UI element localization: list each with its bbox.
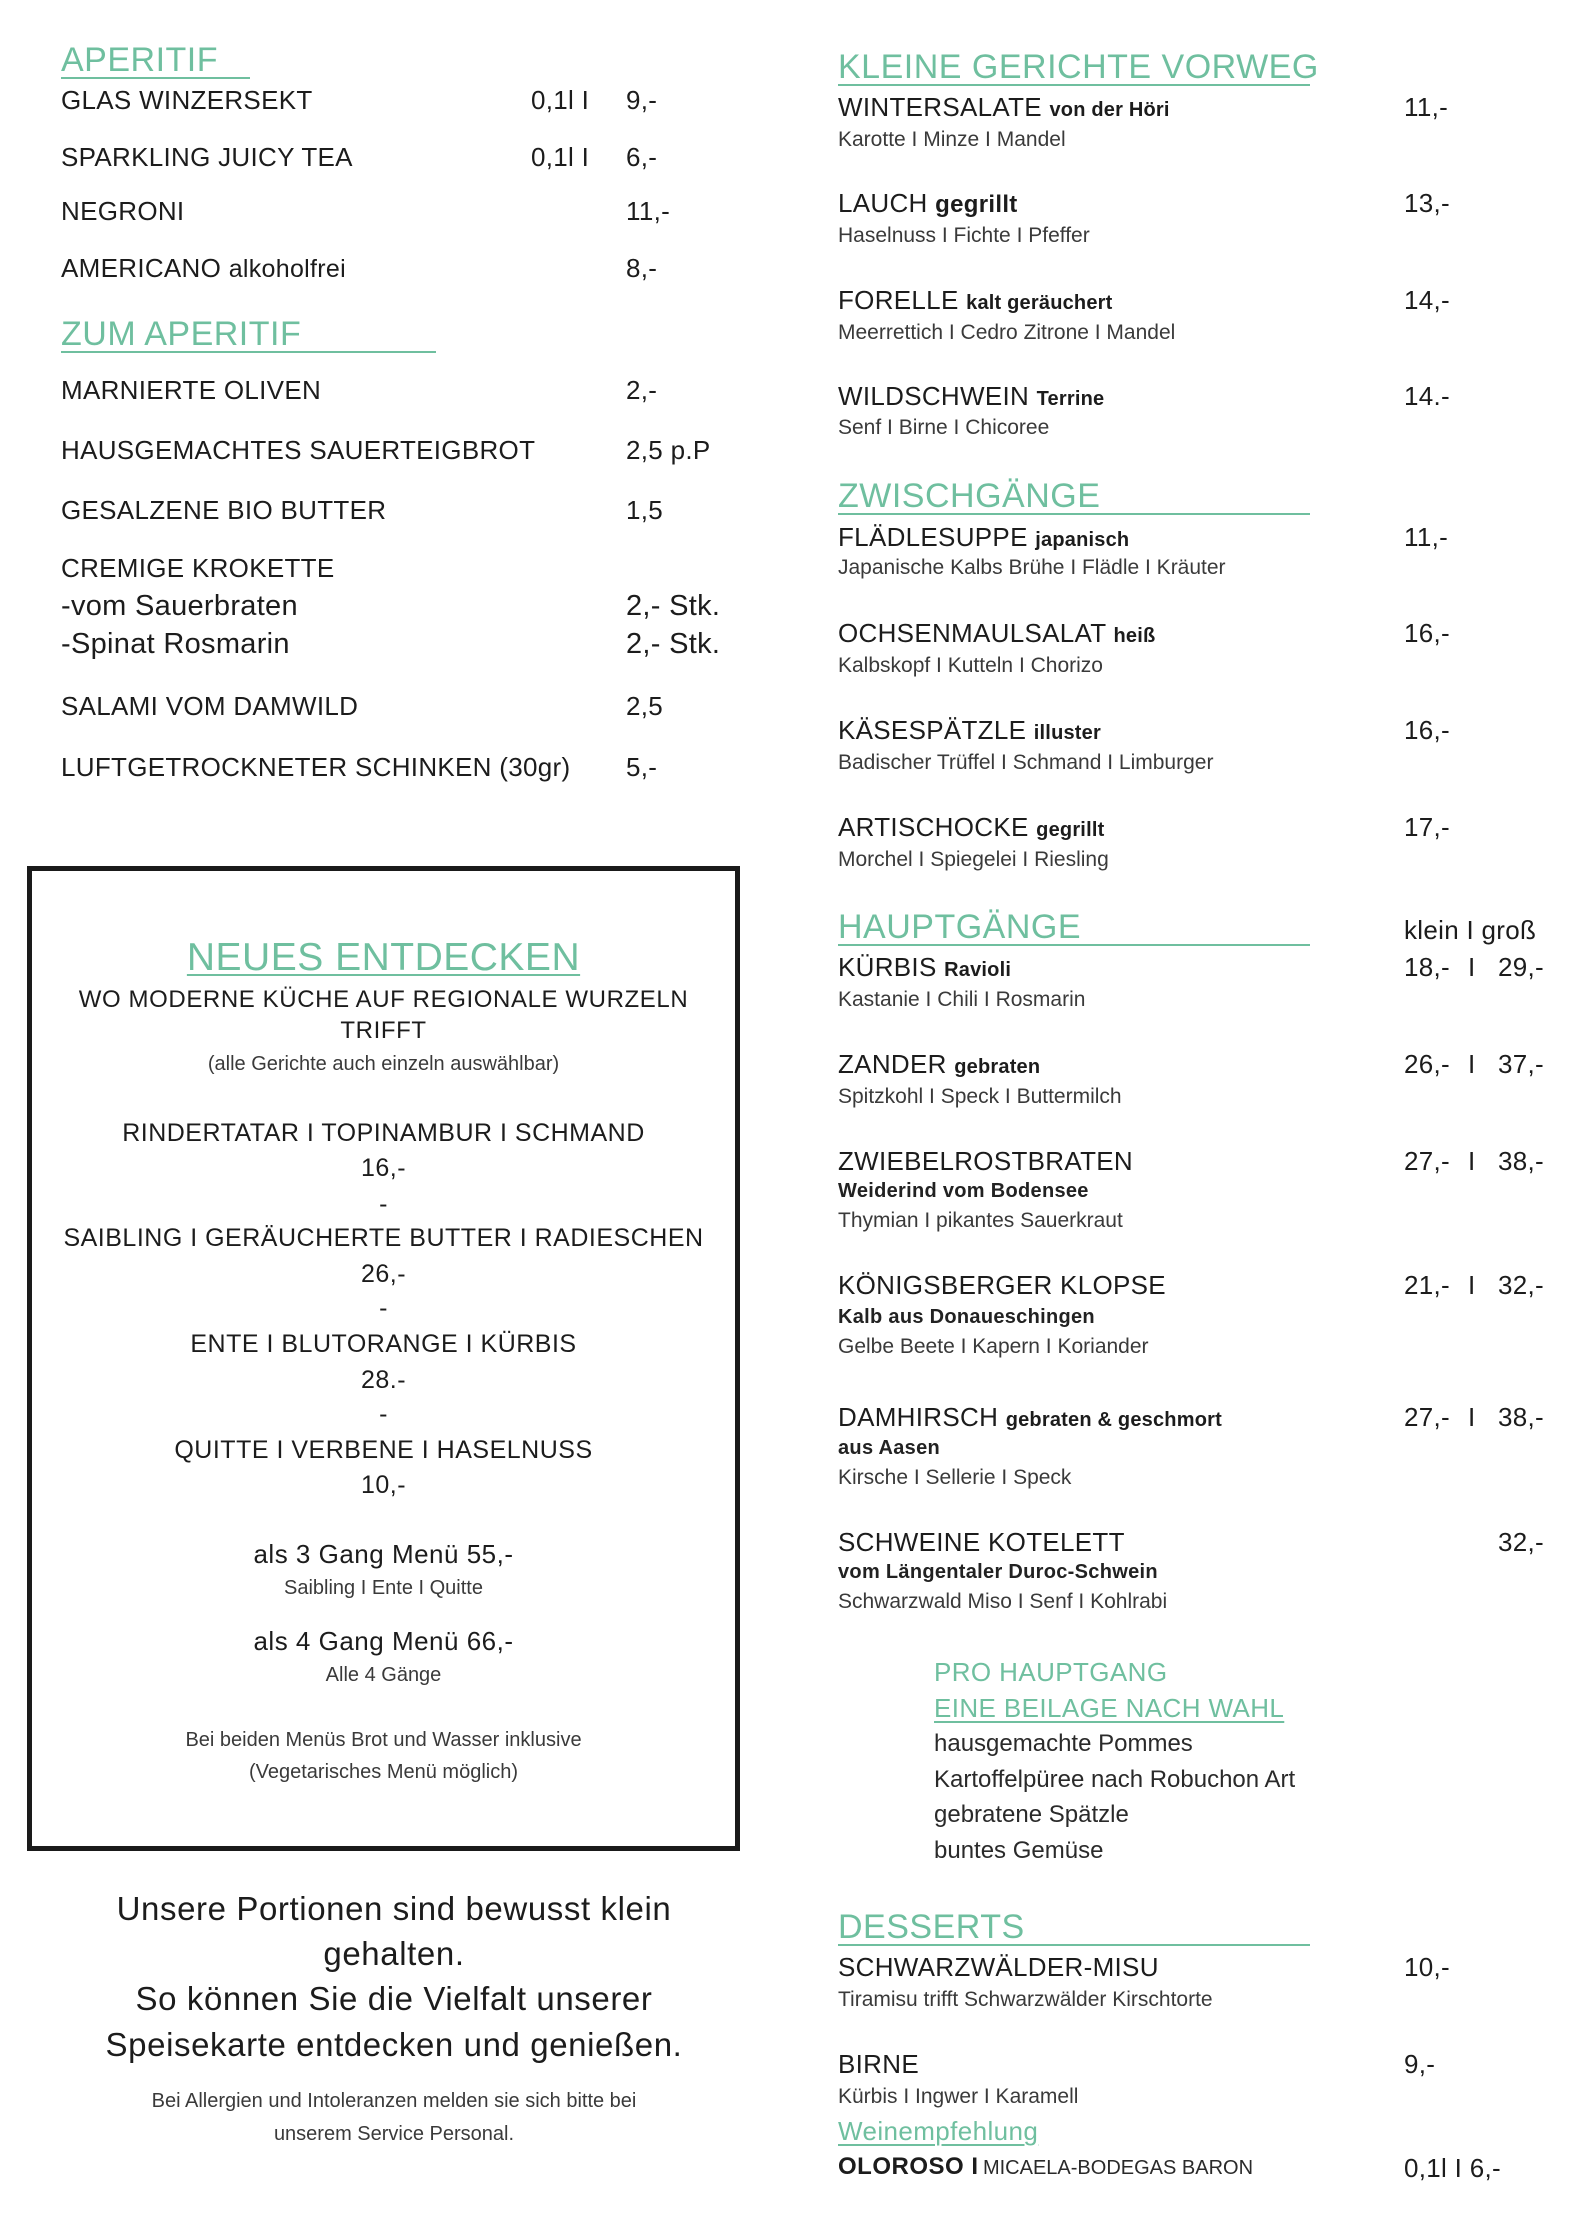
menu-item — [0, 495, 1571, 525]
item-name: WINTERSALATE — [838, 92, 1042, 122]
item-description-row — [0, 1465, 1571, 1491]
item-name-group — [61, 253, 346, 284]
item-price: 13,- — [1404, 188, 1451, 218]
side-dish-option: buntes Gemüse — [934, 1837, 1104, 1864]
item-description: Schwarzwald Miso I Senf I Kohlrabi — [838, 1590, 1168, 1613]
item-origin: Kalb aus Donaueschingen — [838, 1306, 1095, 1328]
wine-name: OLOROSO I — [838, 2153, 979, 2180]
item-price: 14.- — [1404, 381, 1451, 411]
item-description: Thymian I pikantes Sauerkraut — [838, 1209, 1123, 1232]
item-qualifier: gebraten & geschmort — [1005, 1409, 1222, 1431]
item-description: Kirsche I Sellerie I Speck — [838, 1466, 1072, 1489]
course-separator: - — [379, 1190, 388, 1218]
item-description-row — [0, 555, 1571, 581]
side-dish-title: PRO HAUPTGANG — [934, 1657, 1168, 1687]
item-qualifier: Ravioli — [944, 959, 1012, 981]
item-description: Spitzkohl I Speck I Buttermilch — [838, 1085, 1122, 1108]
item-origin-row — [0, 1559, 1571, 1585]
menu-item — [0, 253, 1571, 283]
item-origin-row — [0, 1178, 1571, 1204]
item-description-row — [0, 1589, 1571, 1615]
price-separator: I — [1468, 1146, 1476, 1176]
item-name: KÄSESPÄTZLE — [838, 715, 1027, 745]
menu-option-detail: Saibling I Ente I Quitte — [283, 1577, 483, 1599]
course-name: ENTE I BLUTORANGE I KÜRBIS — [190, 1330, 577, 1358]
item-description-row — [0, 2084, 1571, 2110]
item-origin: vom Längentaler Duroc-Schwein — [838, 1561, 1158, 1583]
price-separator: I — [1468, 952, 1476, 982]
item-price: 14,- — [1404, 285, 1451, 315]
item-price-large: 38,- — [1498, 1402, 1545, 1432]
item-qualifier: gegrillt — [935, 191, 1018, 218]
portion-note-line: So können Sie die Vielfalt unserer — [135, 1980, 653, 2017]
item-price: 1,5 — [626, 495, 664, 525]
item-description: Badischer Trüffel I Schmand I Limburger — [838, 751, 1214, 774]
item-price: 32,- — [1498, 1527, 1545, 1557]
course-price: 28.- — [360, 1366, 407, 1394]
item-description: Haselnuss I Fichte I Pfeffer — [838, 224, 1090, 247]
course-name: SAIBLING I GERÄUCHERTE BUTTER I RADIESCHEN — [63, 1224, 704, 1252]
item-price: 2,5 p.P — [626, 435, 711, 465]
item-price-small: 21,- — [1404, 1270, 1451, 1300]
item-price: 10,- — [1404, 1952, 1451, 1982]
item-price: 5,- — [626, 752, 658, 782]
menu-option-detail: Alle 4 Gänge — [325, 1664, 442, 1686]
item-description-row — [0, 415, 1571, 441]
item-description-row — [0, 1208, 1571, 1234]
item-name: LUFTGETROCKNETER SCHINKEN (30gr) — [61, 752, 571, 782]
side-dish-option: hausgemachte Pommes — [934, 1730, 1193, 1757]
item-name: WILDSCHWEIN — [838, 381, 1030, 411]
item-qualifier: heiß — [1113, 625, 1156, 647]
wine-recommendation — [0, 2153, 1571, 2183]
item-name: BIRNE — [838, 2049, 919, 2079]
course-price: 10,- — [360, 1471, 407, 1499]
item-name-group — [838, 1402, 1222, 1435]
course-price: 16,- — [360, 1154, 407, 1182]
size-header-row — [0, 915, 1571, 945]
menu-item — [0, 618, 1571, 648]
item-description: Senf I Birne I Chicoree — [838, 416, 1050, 439]
course-separator: - — [379, 1294, 388, 1322]
course-name: QUITTE I VERBENE I HASELNUSS — [174, 1436, 593, 1464]
course-price: 26,- — [360, 1260, 407, 1288]
item-qualifier: kalt geräuchert — [966, 292, 1113, 314]
tasting-menu-footer: (Vegetarisches Menü möglich) — [248, 1761, 518, 1783]
item-name: HAUSGEMACHTES SAUERTEIGBROT — [61, 435, 536, 465]
side-dish-option: gebratene Spätzle — [934, 1801, 1129, 1828]
menu-option-label: als 4 Gang Menü 66,- — [253, 1626, 514, 1656]
item-name: CREMIGE KROKETTE — [61, 553, 335, 583]
menu-item — [0, 1270, 1571, 1300]
item-name: ZWIEBELROSTBRATEN — [838, 1146, 1133, 1176]
item-price-small: 27,- — [1404, 1146, 1451, 1176]
item-price: 17,- — [1404, 812, 1451, 842]
portion-note-line: gehalten. — [323, 1935, 465, 1972]
item-name: SCHWARZWÄLDER-MISU — [838, 1952, 1159, 1982]
item-description-row — [0, 653, 1571, 679]
item-qualifier: japanisch — [1035, 529, 1130, 551]
wine-producer: MICAELA-BODEGAS BARON — [982, 2157, 1254, 2179]
item-qualifier: Terrine — [1036, 388, 1105, 410]
menu-item — [0, 1402, 1571, 1432]
variant-price: 2,- Stk. — [626, 590, 721, 622]
item-name-group — [838, 92, 1170, 125]
tasting-menu-footer: Bei beiden Menüs Brot und Wasser inklusive — [185, 1729, 582, 1751]
course-name: RINDERTATAR I TOPINAMBUR I SCHMAND — [122, 1119, 645, 1147]
item-name: AMERICANO — [61, 253, 222, 283]
item-name: FORELLE — [838, 285, 959, 315]
item-price-small: 27,- — [1404, 1402, 1451, 1432]
variant-name: -vom Sauerbraten — [61, 590, 298, 622]
menu-item — [0, 285, 1571, 315]
variant-name: -Spinat Rosmarin — [61, 628, 290, 660]
tasting-menu-subtitle: WO MODERNE KÜCHE AUF REGIONALE WURZELN — [78, 986, 689, 1013]
item-name: LAUCH — [838, 188, 928, 218]
item-description: Kastanie I Chili I Rosmarin — [838, 988, 1086, 1011]
section-title-zwischgaenge: ZWISCHGÄNGE — [838, 479, 1310, 515]
item-name-group — [838, 952, 1011, 985]
item-name: SPARKLING JUICY TEA — [61, 142, 353, 172]
menu-item — [0, 1952, 1571, 1982]
item-price-small: 18,- — [1404, 952, 1451, 982]
item-description: Kürbis I Ingwer I Karamell — [838, 2085, 1079, 2108]
item-name-group — [838, 812, 1104, 845]
item-price: 11,- — [1404, 522, 1449, 552]
tasting-menu-note: (alle Gerichte auch einzeln auswählbar) — [207, 1053, 560, 1075]
item-origin: aus Aasen — [838, 1437, 941, 1459]
menu-item — [0, 715, 1571, 745]
item-description-row — [0, 750, 1571, 776]
item-name-group — [838, 1049, 1040, 1082]
price-separator: I — [1468, 1402, 1476, 1432]
variant-price: 2,- Stk. — [626, 628, 721, 660]
item-name-group — [838, 381, 1104, 414]
allergy-note-line: Bei Allergien und Intoleranzen melden sie sich bitte bei — [151, 2090, 637, 2112]
item-description: Karotte I Minze I Mandel — [838, 128, 1066, 151]
item-name: ZANDER — [838, 1049, 947, 1079]
item-origin-row — [0, 1435, 1571, 1461]
item-name-group — [838, 188, 1018, 220]
item-price: 9,- — [1404, 2049, 1436, 2079]
section-title-desserts: DESSERTS — [838, 1910, 1310, 1946]
menu-item — [0, 952, 1571, 982]
item-description-row — [0, 1987, 1571, 2013]
section-title-hauptgaenge: HAUPTGÄNGE — [838, 910, 1310, 946]
tasting-menu-subtitle: TRIFFT — [340, 1017, 427, 1044]
item-name: OCHSENMAULSALAT — [838, 618, 1106, 648]
item-qualifier: von der Höri — [1049, 99, 1170, 121]
item-description-row — [0, 847, 1571, 873]
item-price-small: 26,- — [1404, 1049, 1451, 1079]
allergy-note-line: unserem Service Personal. — [273, 2123, 515, 2145]
item-name: SCHWEINE KOTELETT — [838, 1527, 1125, 1557]
item-volume: 0,1l I — [531, 85, 590, 115]
item-qualifier: illuster — [1033, 722, 1101, 744]
item-price: 2,5 — [626, 691, 664, 721]
item-name: ARTISCHOCKE — [838, 812, 1029, 842]
menu-option-label: als 3 Gang Menü 55,- — [253, 1539, 514, 1569]
item-description-row — [0, 320, 1571, 346]
item-price: 2,- — [626, 375, 658, 405]
item-volume: 0,1l I — [531, 142, 590, 172]
item-name-group — [838, 522, 1129, 555]
item-name: MARNIERTE OLIVEN — [61, 375, 322, 405]
size-header: klein I groß — [1404, 915, 1537, 945]
item-qualifier: gebraten — [954, 1056, 1041, 1078]
item-description-row — [0, 1334, 1571, 1360]
item-name-group — [838, 618, 1155, 651]
side-dish-option: Kartoffelpüree nach Robuchon Art — [934, 1766, 1296, 1793]
item-price: 6,- — [626, 142, 658, 172]
item-description: Japanische Kalbs Brühe I Flädle I Kräuter — [838, 556, 1226, 579]
item-description: Meerrettich I Cedro Zitrone I Mandel — [838, 321, 1176, 344]
item-name: KÜRBIS — [838, 952, 937, 982]
item-price-large: 37,- — [1498, 1049, 1545, 1079]
menu-item — [0, 1049, 1571, 1079]
item-name: DAMHIRSCH — [838, 1402, 999, 1432]
item-price-large: 32,- — [1498, 1270, 1545, 1300]
item-price: 8,- — [626, 253, 658, 283]
item-price: 11,- — [1404, 92, 1449, 122]
item-description: Tiramisu trifft Schwarzwälder Kirschtorte — [838, 1988, 1213, 2011]
menu-item — [0, 2049, 1571, 2079]
item-description: Gelbe Beete I Kapern I Koriander — [838, 1335, 1149, 1358]
item-name-group — [838, 285, 1113, 318]
item-origin-row — [0, 1304, 1571, 1330]
price-separator: I — [1468, 1270, 1476, 1300]
item-name: GLAS WINZERSEKT — [61, 85, 313, 115]
item-price: 9,- — [626, 85, 658, 115]
item-name: KÖNIGSBERGER KLOPSE — [838, 1270, 1166, 1300]
side-dish-title: EINE BEILAGE NACH WAHL — [934, 1693, 1285, 1723]
item-name: NEGRONI — [61, 196, 185, 226]
menu-item — [0, 92, 1571, 122]
item-price-large: 29,- — [1498, 952, 1545, 982]
item-description: Kalbskopf I Kutteln I Chorizo — [838, 654, 1103, 677]
menu-item — [0, 1527, 1571, 1557]
item-price: 11,- — [626, 196, 671, 226]
item-price-large: 38,- — [1498, 1146, 1545, 1176]
item-name: GESALZENE BIO BUTTER — [61, 495, 387, 525]
item-qualifier: gegrillt — [1036, 819, 1105, 841]
price-separator: I — [1468, 1049, 1476, 1079]
wine-price: 0,1l I 6,- — [1404, 2153, 1501, 2183]
menu-item — [0, 522, 1571, 552]
item-description-row — [0, 1084, 1571, 1110]
wine-name-group — [838, 2153, 1253, 2181]
item-price: 16,- — [1404, 715, 1451, 745]
item-name: SALAMI VOM DAMWILD — [61, 691, 359, 721]
item-name-group — [838, 715, 1101, 748]
section-title-zum-aperitif: ZUM APERITIF — [61, 317, 436, 353]
item-description-row — [0, 223, 1571, 249]
section-title-aperitif: APERITIF — [61, 43, 250, 79]
item-description-row — [0, 127, 1571, 153]
menu-item — [0, 188, 1571, 218]
section-title-kleine-gerichte: KLEINE GERICHTE VORWEG — [838, 48, 1319, 86]
portion-note-line: Unsere Portionen sind bewusst klein — [116, 1890, 672, 1927]
item-description-row — [0, 987, 1571, 1013]
item-origin: Weiderind vom Bodensee — [838, 1180, 1089, 1202]
course-separator: - — [379, 1400, 388, 1428]
item-name: FLÄDLESUPPE — [838, 522, 1028, 552]
wine-recommendation-label: Weinempfehlung — [838, 2116, 1039, 2146]
tasting-menu-title-text: NEUES ENTDECKEN — [186, 936, 581, 979]
item-qualifier: alkoholfrei — [228, 255, 346, 283]
portion-note-line: Speisekarte entdecken und genießen. — [105, 2026, 683, 2063]
item-price: 16,- — [1404, 618, 1451, 648]
menu-item — [0, 812, 1571, 842]
item-description: Morchel I Spiegelei I Riesling — [838, 848, 1109, 871]
menu-item — [0, 1146, 1571, 1176]
menu-item — [0, 381, 1571, 411]
